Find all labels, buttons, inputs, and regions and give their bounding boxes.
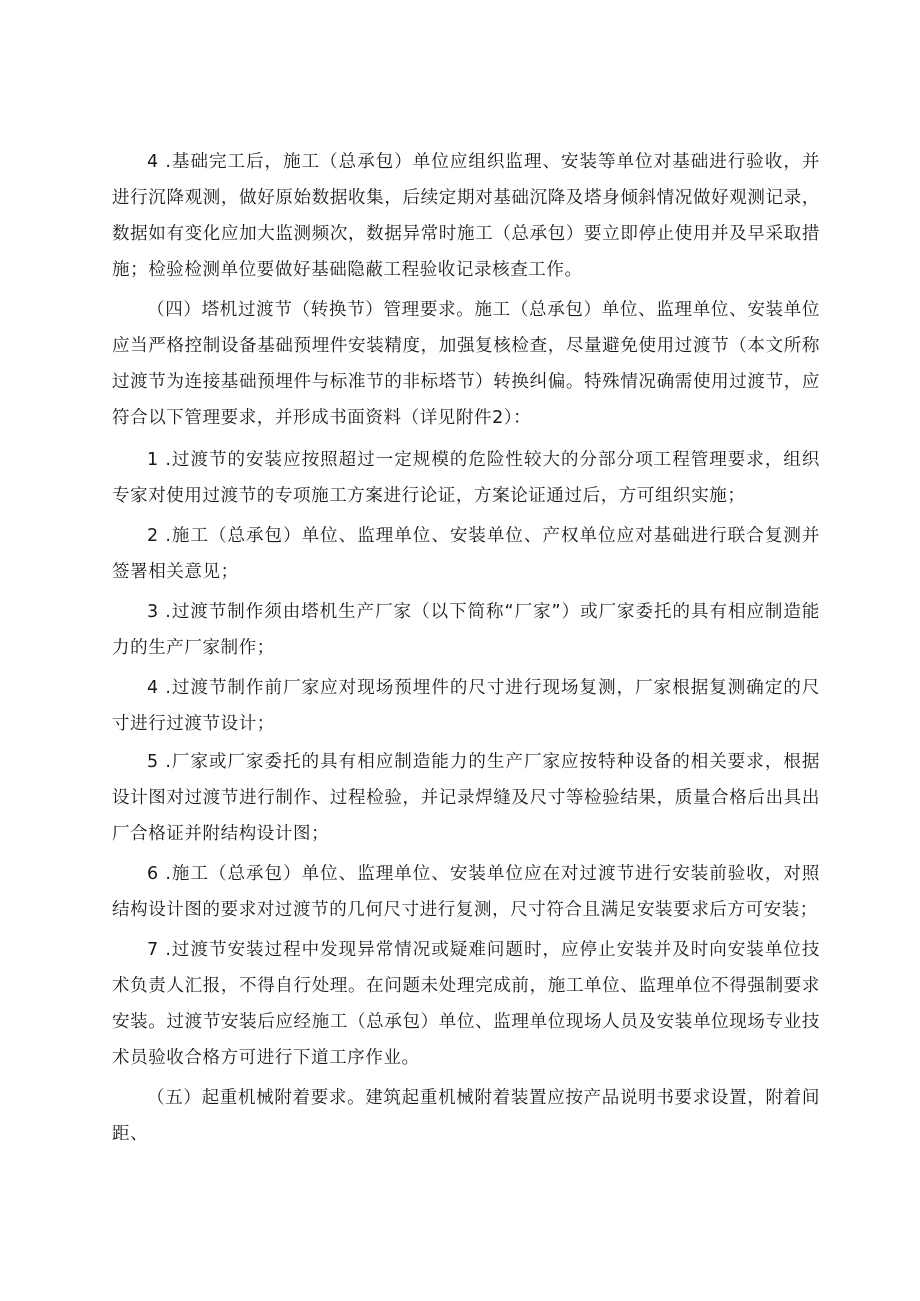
- paragraph-section-four-transition-section: （四）塔机过渡节（转换节）管理要求。施工（总承包）单位、监理单位、安装单位应当严格控制设备基础预埋件安装精度，加强复核检查，尽量避免使用过渡节（本文所称过渡节为连接基础预埋件与标准节的非标塔节）转换纠偏。特殊情况确需使用过渡节，应符合以下管理要求，并形成书面资料（详见附件2）：: [112, 300, 820, 428]
- paragraph-item-6: 6 .施工（总承包）单位、监理单位、安装单位应在对过渡节进行安装前验收，对照结构设计图的要求对过渡节的几何尺寸进行复测，尺寸符合且满足安装要求后方可安装；: [112, 864, 820, 920]
- paragraph-item-2: 2 .施工（总承包）单位、监理单位、安装单位、产权单位应对基础进行联合复测并签署相关意见；: [112, 526, 820, 582]
- paragraph-item-7: 7 .过渡节安装过程中发现异常情况或疑难问题时，应停止安装并及时向安装单位技术负责人汇报，不得自行处理。在问题未处理完成前，施工单位、监理单位不得强制要求安装。过渡节安装后应经施工（总承包）单位、监理单位现场人员及安装单位现场专业技术员验收合格方可进行下道工序作业。: [112, 940, 820, 1068]
- paragraph-item-1: 1 .过渡节的安装应按照超过一定规模的危险性较大的分部分项工程管理要求，组织专家对使用过渡节的专项施工方案进行论证，方案论证通过后，方可组织实施；: [112, 450, 820, 506]
- paragraph-foundation-acceptance: 4 .基础完工后，施工（总承包）单位应组织监理、安装等单位对基础进行验收，并进行沉降观测，做好原始数据收集，后续定期对基础沉降及塔身倾斜情况做好观测记录，数据如有变化应加大监测频次，数据异常时施工（总承包）要立即停止使用并及早采取措施；检验检测单位要做好基础隐蔽工程验收记录核查工作。: [112, 152, 820, 280]
- paragraph-item-5: 5 .厂家或厂家委托的具有相应制造能力的生产厂家应按特种设备的相关要求，根据设计图对过渡节进行制作、过程检验，并记录焊缝及尺寸等检验结果，质量合格后出具出厂合格证并附结构设计图；: [112, 752, 820, 844]
- paragraph-section-five-attachment: （五）起重机械附着要求。建筑起重机械附着装置应按产品说明书要求设置，附着间距、: [112, 1088, 820, 1144]
- paragraph-item-3: 3 .过渡节制作须由塔机生产厂家（以下简称“厂家”）或厂家委托的具有相应制造能力的生产厂家制作；: [112, 602, 820, 658]
- paragraph-item-4: 4 .过渡节制作前厂家应对现场预埋件的尺寸进行现场复测，厂家根据复测确定的尺寸进行过渡节设计；: [112, 678, 820, 734]
